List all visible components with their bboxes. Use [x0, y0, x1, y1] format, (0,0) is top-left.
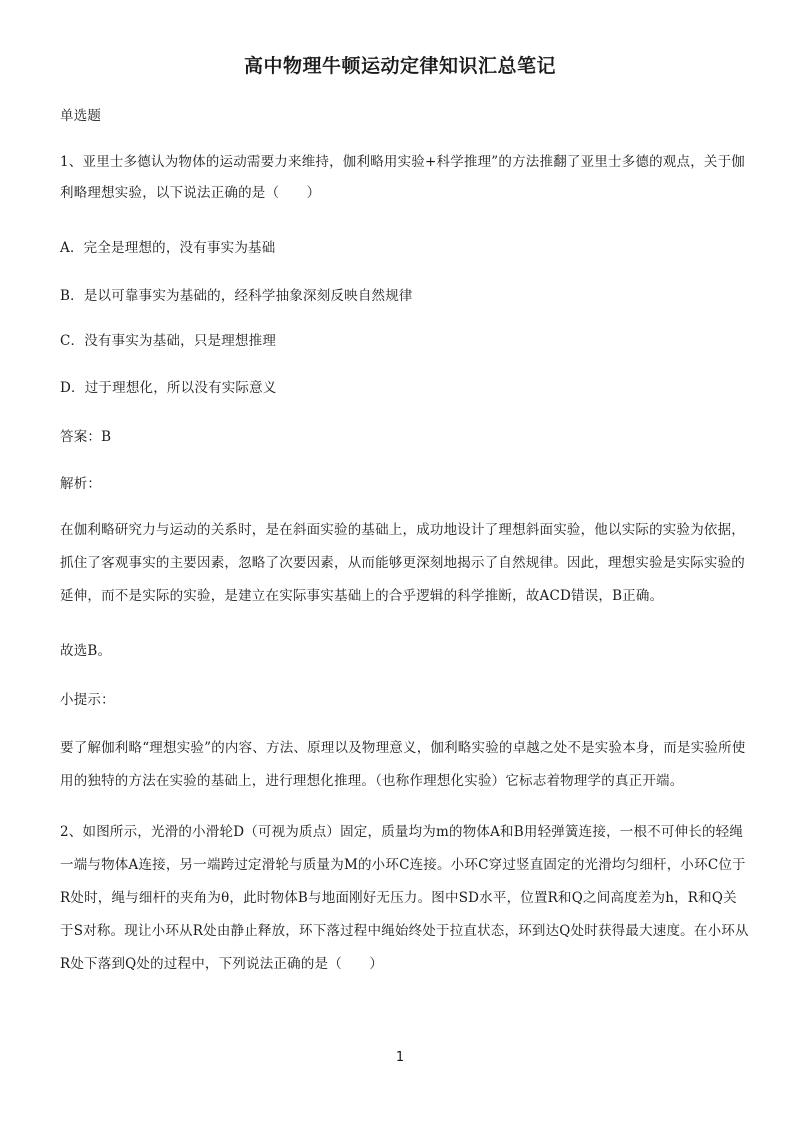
question-1-option-d: D．过于理想化，所以没有实际意义 [60, 380, 277, 396]
analysis-label: 解析： [60, 476, 102, 492]
section-label: 单选题 [60, 108, 102, 124]
question-1-option-a: A．完全是理想的，没有事实为基础 [60, 240, 276, 256]
document-title: 高中物理牛顿运动定律知识汇总笔记 [243, 55, 556, 77]
question-1-stem: 1、亚里士多德认为物体的运动需要力来维持，伽利略用实验+科学推理”的方法推翻了亚里士多德的观点，关于伽利略理想实验，以下说法正确的是（ ） [60, 154, 746, 201]
question-1-option-b: B．是以可靠事实为基础的，经科学抽象深刻反映自然规律 [60, 288, 413, 304]
question-2-stem: 2、如图所示，光滑的小滑轮D（可视为质点）固定，质量均为m的物体A和B用轻弹簧连接，一根不可伸长的轻绳一端与物体A连接，另一端跨过定滑轮与质量为M的小环C连接。小环C穿过竖直固定的光滑均匀细杆，小环C位于R处时，绳与细杆的夹角为θ，此时物体B与地面刚好无压力。图中SD水平，位置R和Q之间高度差为h，R和Q关于S对称。现让小环从R处由静止释放，环下落过程中绳始终处于拉直状态，环到达Q处时获得最大速度。在小环从R处下落到Q处的过程中，下列说法正确的是（ ） [60, 824, 749, 972]
analysis-text: 在伽利略研究力与运动的关系时，是在斜面实验的基础上，成功地设计了理想斜面实验，他以实际的实验为依据，抓住了客观事实的主要因素，忽略了次要因素，从而能够更深刻地揭示了自然规律。因此，理想实验是实际实验的延伸，而不是实际的实验，是建立在实际事实基础上的合乎逻辑的科学推断，故ACD错误，B正确。 [60, 522, 745, 604]
question-1-answer: 答案：B [60, 429, 112, 445]
question-1-option-c: C．没有事实为基础，只是理想推理 [60, 333, 277, 349]
tip-label: 小提示： [60, 692, 115, 708]
page-number: 1 [395, 1050, 405, 1065]
tip-text: 要了解伽利略“理想实验”的内容、方法、原理以及物理意义，伽利略实验的卓越之处不是实验本身，而是实验所使用的独特的方法在实验的基础上，进行理想化推理。（也称作理想化实验）它标志着物理学的真正开端。 [60, 740, 746, 789]
analysis-conclusion: 故选B。 [60, 643, 112, 659]
